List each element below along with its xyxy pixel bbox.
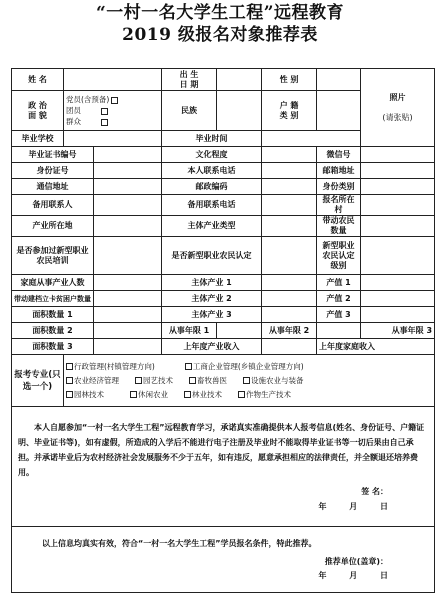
certified-label: 是否新型职业农民认定 [162,237,262,275]
email-field[interactable] [361,163,435,179]
recommendation-date[interactable]: 年 月 日 [318,570,389,580]
politics-label: 政 治 面 貌 [12,91,64,131]
wechat-field[interactable] [361,147,435,163]
family-workers-label: 家庭从事产业人数 [12,275,94,291]
major-option[interactable]: 工商企业管理(乡镇企业管理方向) [185,360,312,374]
backup-phone-label: 备用联系电话 [162,195,262,216]
years-1-label: 从事年限 1 [162,323,217,339]
training-field[interactable] [94,237,162,275]
school-field[interactable] [64,131,162,147]
years-2-field[interactable] [317,323,361,339]
output-1-label: 产值 1 [317,275,361,291]
diploma-no-label: 毕业证书编号 [12,147,94,163]
grad-time-label: 毕业时间 [162,131,262,147]
years-1-field[interactable] [217,323,262,339]
major-option[interactable]: 园艺技术 [135,374,181,388]
address-field[interactable] [94,179,162,195]
ethnic-label: 民族 [162,91,217,131]
area-1-label: 面积数量 1 [12,307,94,323]
poor-households-field[interactable] [94,291,162,307]
output-3-field[interactable] [361,307,435,323]
industry-3-label: 主体产业 3 [162,307,262,323]
education-label: 文化程度 [162,147,262,163]
output-3-label: 产值 3 [317,307,361,323]
hukou-label: 户 籍 类 别 [262,91,317,131]
photo-label: 照片 [389,92,406,102]
registration-table [11,68,435,593]
major-option[interactable]: 设施农业与装备 [243,374,312,388]
industry-income-field[interactable] [262,339,317,355]
village-label: 报名所在村 [317,195,361,216]
area-3-label: 面积数量 3 [12,339,94,355]
area-1-field[interactable] [94,307,162,323]
family-income-label: 上年度家庭收入 [317,339,435,355]
industry-income-label: 上年度产业收入 [162,339,262,355]
area-2-label: 面积数量 2 [12,323,94,339]
declaration-signature[interactable]: 签 名： [361,486,389,496]
major-label: 报考专业(只选一个) [12,355,64,407]
output-2-label: 产值 2 [317,291,361,307]
postcode-field[interactable] [262,179,317,195]
grad-time-field[interactable] [262,131,361,147]
school-label: 毕业学校 [12,131,64,147]
photo-note: (请张贴) [382,112,413,122]
option-league-member[interactable]: 团员 [66,105,159,116]
name-field[interactable] [64,69,162,91]
years-3-label: 从事年限 3 [361,323,435,339]
recommending-unit[interactable]: 推荐单位(盖章)： [324,556,389,566]
form-page [0,2,440,598]
gender-label: 性 别 [262,69,317,91]
industry-location-label: 产业所在地 [12,216,94,237]
farmers-count-label: 带动农民数量 [317,216,361,237]
phone-label: 本人联系电话 [162,163,262,179]
politics-options [64,91,162,131]
title-line-2: 2019 级报名对象推荐表 [122,25,318,45]
birth-label: 出 生 日 期 [162,69,217,91]
birth-field[interactable] [217,69,262,91]
education-field[interactable] [262,147,317,163]
backup-contact-field[interactable] [94,195,162,216]
option-party-member[interactable]: 党员(含预备) [66,94,159,105]
name-label: 姓 名 [12,69,64,91]
backup-contact-label: 备用联系人 [12,195,94,216]
id-no-label: 身份证号 [12,163,94,179]
photo-box[interactable] [361,69,435,147]
output-2-field[interactable] [361,291,435,307]
village-field[interactable] [361,195,435,216]
declaration-date[interactable]: 年 月 日 [318,501,389,511]
cert-level-field[interactable] [361,237,435,275]
cert-level-label: 新型职业农民认定级别 [317,237,361,275]
postcode-label: 邮政编码 [162,179,262,195]
identity-type-label: 身份类别 [317,179,361,195]
major-option[interactable]: 林业技术 [184,388,230,402]
major-option[interactable]: 作物生产技术 [238,388,299,402]
industry-type-label: 主体产业类型 [162,216,262,237]
major-options [64,355,435,407]
industry-1-label: 主体产业 1 [162,275,262,291]
title-line-1: “一村一名大学生工程”远程教育 [95,3,345,23]
family-workers-field[interactable] [94,275,162,291]
declaration [12,407,435,527]
poor-households-label: 带动建档立卡贫困户数量 [12,291,94,307]
email-label: 邮箱地址 [317,163,361,179]
major-option[interactable]: 园林技术 [66,388,112,402]
address-label: 通信地址 [12,179,94,195]
gender-field[interactable] [317,69,361,91]
major-option[interactable]: 畜牧兽医 [189,374,235,388]
years-2-label: 从事年限 2 [262,323,317,339]
identity-type-field[interactable] [361,179,435,195]
recommendation-text: 以上信息均真实有效，符合“一村一名大学生工程”学员报名条件，特此推荐。 [42,538,317,548]
output-1-field[interactable] [361,275,435,291]
industry-type-field[interactable] [262,216,317,237]
area-3-field[interactable] [94,339,162,355]
major-option[interactable]: 行政管理(村镇管理方向) [66,360,163,374]
declaration-text: 本人自愿参加“一村一名大学生工程”远程教育学习，承诺真实准确提供本人报考信息(姓名、身份证号、户籍证明、毕业证书等)，如有虚假，所造成的入学后不能进行电子注册及毕业时不能取得毕业证书等一切后果由自己承担。并承诺毕业后为农村经济社会发展服务不少于五年，如有违反，愿意承担相应的法律责任，并全额退还培养费用。 [18,422,425,477]
wechat-label: 微信号 [317,147,361,163]
major-option[interactable]: 休闲农业 [130,388,176,402]
industry-2-field[interactable] [262,291,317,307]
backup-phone-field[interactable] [262,195,317,216]
option-masses[interactable]: 群众 [66,116,159,127]
major-option[interactable]: 农业经济管理 [66,374,127,388]
industry-location-field[interactable] [94,216,162,237]
industry-3-field[interactable] [262,307,317,323]
farmers-count-field[interactable] [361,216,435,237]
id-no-field[interactable] [94,163,162,179]
area-2-field[interactable] [94,323,162,339]
diploma-no-field[interactable] [94,147,162,163]
phone-field[interactable] [262,163,317,179]
recommendation [12,527,435,593]
industry-1-field[interactable] [262,275,317,291]
training-label: 是否参加过新型职业农民培训 [12,237,94,275]
certified-field[interactable] [262,237,317,275]
industry-2-label: 主体产业 2 [162,291,262,307]
hukou-field[interactable] [317,91,361,131]
ethnic-field[interactable] [217,91,262,131]
